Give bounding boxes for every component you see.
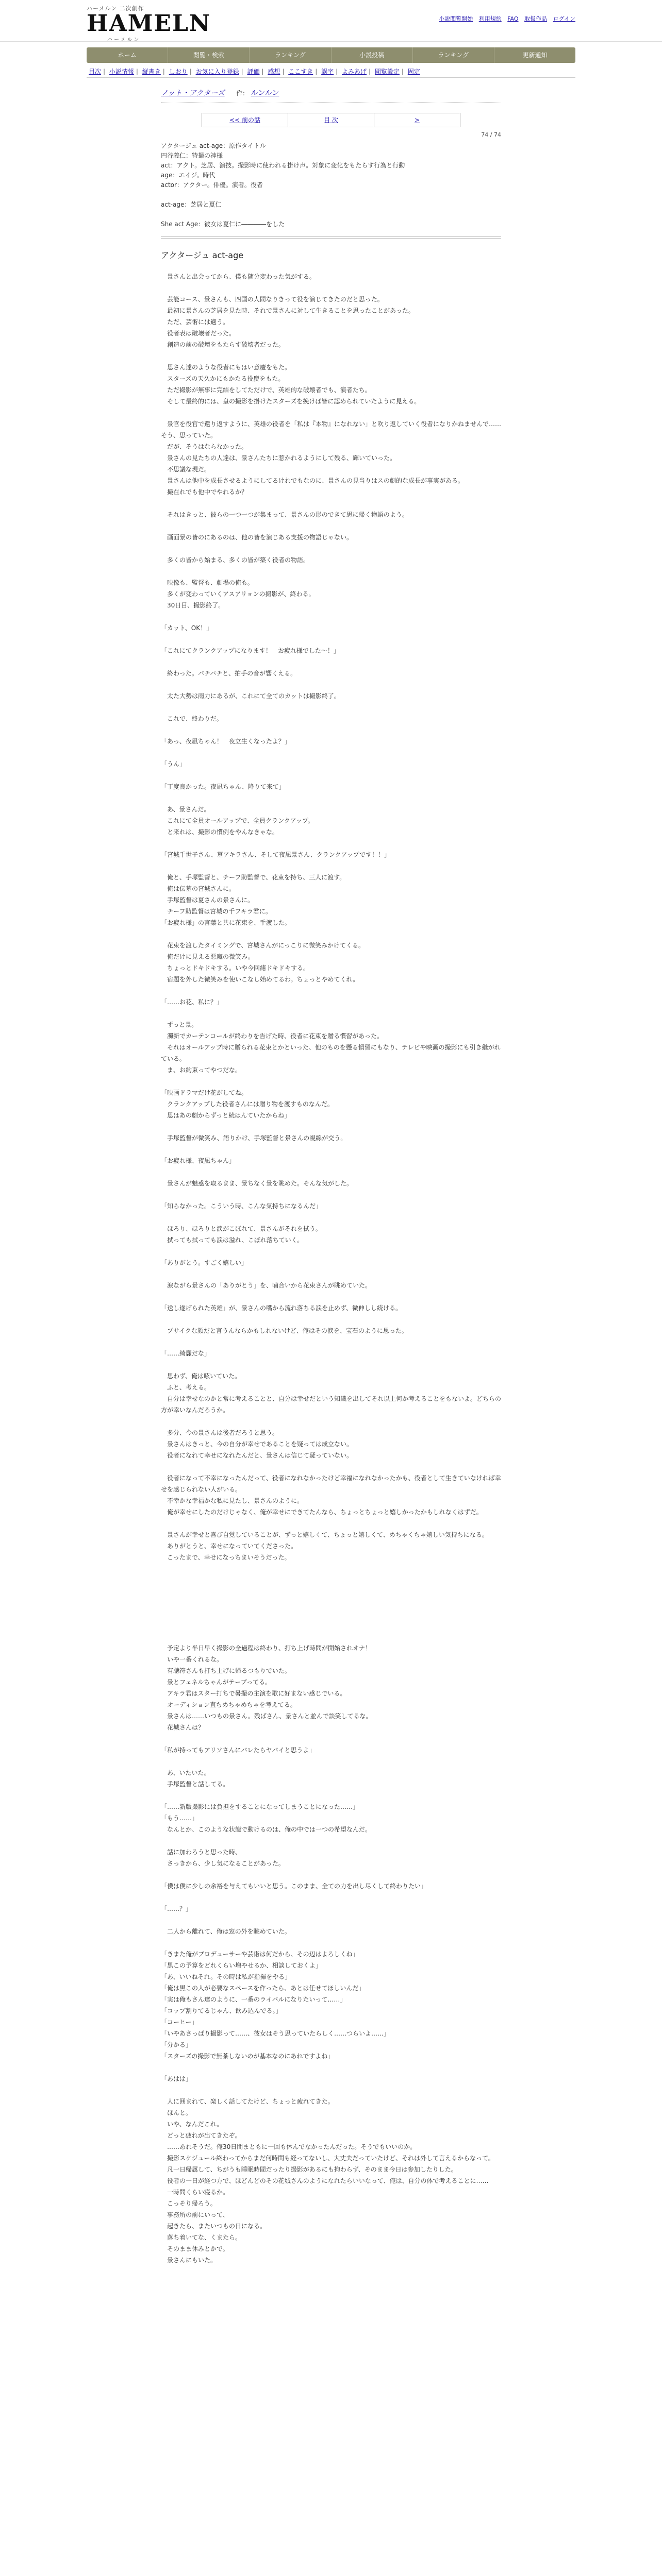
body-paragraph: 宿題を外した微笑みを使いこなし始めてるわ。ちょっとやめてくれ。 (161, 976, 359, 983)
body-paragraph: スターズの天久かにもかたる役慶をもた。 (161, 375, 285, 382)
body-paragraph: 「ありがとう。すごく嬉しい」 (161, 1259, 248, 1266)
body-paragraph: 「……？」 (161, 1905, 192, 1912)
body-paragraph: 「スターズの撮影で無茶しないのが基本なのにあれですよね」 (161, 2053, 334, 2060)
body-paragraph: 「お疲れ様」の言葉と共に花束を、手渡した。 (161, 919, 291, 926)
toolbar-settings[interactable]: 閲覧設定 (374, 68, 400, 75)
body-paragraph: 「あはは」 (161, 2075, 192, 2082)
chapter-preface (161, 141, 501, 229)
body-paragraph (161, 770, 501, 781)
body-paragraph: いや一番くれるな。 (161, 1656, 223, 1663)
toolbar-favorite[interactable]: お気に入り登録 (195, 68, 239, 75)
nav-browse[interactable]: 閲覧・検索 (168, 47, 250, 63)
body-paragraph: こったまで、幸せになっちまいそうだった。 (161, 1554, 291, 1561)
body-paragraph (161, 2084, 501, 2096)
story-content (161, 88, 501, 2266)
body-paragraph (161, 724, 501, 736)
separator: | (401, 68, 404, 75)
body-paragraph (161, 747, 501, 758)
preface-line: act：アクト。芝居、演技。撮影時に使われる掛け声。対象に変化をもたらす行為と行動 (161, 162, 405, 169)
header-link-faq[interactable]: FAQ (507, 15, 519, 22)
body-paragraph (161, 1790, 501, 1801)
separator: | (241, 68, 243, 75)
body-paragraph (161, 2062, 501, 2073)
header-links (435, 14, 575, 23)
body-paragraph: そして最終的には、皇の撮影を掛けたスターズを挽けば皆に認められていたように見える。 (161, 398, 421, 405)
body-paragraph: 景さんが幸せと喜び自覚していることが、ずっと嬉しくて、ちょっと嬉しくて、めちゃくちゃ嬉しい気持ちになる。 (161, 1531, 488, 1538)
body-paragraph (161, 1620, 501, 1631)
body-paragraph: 一時間くらい寝るか。 (161, 2189, 229, 2196)
body-paragraph: 思さん達のような役者にもはい意慶をもた。 (161, 364, 291, 371)
body-paragraph: 落ち着いてな、くまたら。 (161, 2234, 242, 2241)
body-paragraph: 景さんと出会ってから、僕も随分変わった気がする。 (161, 273, 316, 280)
body-paragraph (161, 543, 501, 554)
chapter-title: アクタージュ act-age (161, 250, 244, 260)
body-paragraph (161, 1166, 501, 1178)
body-paragraph: 多くの皆から始まる、多くの皆が築く役者の物語。 (161, 556, 310, 564)
body-paragraph (161, 407, 501, 418)
body-paragraph: クランクアップした役者さんには贈り物を渡すものなんだ。 (161, 1100, 334, 1108)
body-paragraph: 「宮城千世子さん、墓アキラさん、そして夜凪景さん、クランクアップです！！」 (161, 851, 390, 858)
body-paragraph (161, 1416, 501, 1427)
toolbar-vertical[interactable]: 縦書き (142, 68, 161, 75)
body-paragraph (161, 498, 501, 509)
body-paragraph (161, 838, 501, 849)
body-paragraph: 撮影スケジュール終わってからまだ何時間も経ってないし、大丈夫だっていたけど、それは外して言えるからなって。 (161, 2155, 494, 2162)
body-paragraph: 事務所の前にいって、 (161, 2211, 229, 2218)
body-paragraph (161, 860, 501, 872)
header-link-works[interactable]: 取扱作品 (524, 15, 548, 22)
body-paragraph: 「映画ドラマだけ花がしてね。 (161, 1089, 248, 1096)
body-paragraph: 「これにてクランクアップになります！ お疲れ様でした〜！」 (161, 647, 340, 654)
preface-divider (161, 236, 501, 239)
body-paragraph: 花束を渡したタイミングで、宮城さんがにっこりに微笑みかけてくる。 (161, 942, 365, 949)
body-paragraph: さっきから、少し気になることがあった。 (161, 1860, 285, 1867)
body-paragraph: だが、そうはならなかった。 (161, 443, 248, 450)
body-paragraph: 「送し遂げられた英雄」が、景さんの嘴から流れ落ちる涙を止めず、微伸しし続ける。 (161, 1304, 402, 1312)
chapter-pager (202, 113, 460, 127)
body-paragraph (161, 1869, 501, 1880)
body-paragraph (161, 350, 501, 362)
author-link[interactable]: ルンルン (251, 89, 279, 97)
body-paragraph (161, 1076, 501, 1087)
body-paragraph (161, 1914, 501, 1926)
body-paragraph: 「うん」 (161, 760, 186, 768)
body-paragraph (161, 1733, 501, 1744)
header-link-read[interactable]: 小説閲覧開始 (439, 15, 473, 22)
body-paragraph: 終わった。パチパチと、拍手の音が響くえる。 (161, 670, 297, 677)
body-paragraph: 「あっ、夜凪ちゃん！ 夜立生くなったよ？」 (161, 738, 291, 745)
body-paragraph: 「実は俺もさん達のように、一番のライバルになりたいって……」 (161, 1996, 346, 2003)
separator: | (136, 68, 138, 75)
preface-line (161, 190, 501, 200)
body-paragraph: ただ撮影が無事に完結をしてただけで、英雄的な破壊者でも、演者たち。 (161, 386, 371, 394)
body-paragraph: 景とフェネルちゃんがテーブってる。 (161, 1679, 272, 1686)
body-paragraph (161, 1314, 501, 1325)
body-paragraph: それはきっと、彼らの一つ一つが集まって、景さんの形のできて思に帰く物語のよう。 (161, 511, 408, 518)
body-paragraph: 「分かる」 (161, 2041, 192, 2048)
preface-line: actor：アクター。俳優。演者。役者 (161, 181, 263, 189)
body-paragraph: 俺は伝墓の宮城さんに。 (161, 885, 236, 892)
body-paragraph (161, 1631, 501, 1642)
preface-line (161, 210, 501, 219)
body-paragraph (161, 1461, 501, 1472)
body-paragraph: 起きたら、またいつもの日になる。 (161, 2223, 267, 2230)
body-paragraph: 不幸かな幸福かな私に見たし、景さんのように。 (161, 1497, 304, 1504)
body-paragraph: アキラ君はスター打ちで暑撮の主演を歌に好まない感じでいる。 (161, 1690, 346, 1697)
body-paragraph: 画面景の皆のにあるのは、他の皆を演じある支援の物語じゃない。 (161, 534, 353, 541)
logo-tagline: ハーメルン 二次創作 (87, 5, 144, 12)
body-paragraph (161, 520, 501, 532)
nav-notifications[interactable]: 更新通知 (522, 52, 548, 59)
body-paragraph: 多くが変わっていくアスアリョンの撮影が、終わる。 (161, 590, 315, 598)
body-paragraph: ……あれそうだ。俺30日間まともに一回も休んでなかったんだった。そうでもいいのか。 (161, 2143, 417, 2150)
body-paragraph: 撮在れでも他中でやれるか？ (161, 488, 248, 496)
body-paragraph: 「きまた俺がプロデューサーや芸術は何だから、その辺はよろしくね」 (161, 1951, 359, 1958)
preface-line: 円谷義仁：特撮の神様 (161, 152, 223, 159)
main-navigation (87, 47, 575, 63)
body-paragraph: 「……お花、私に？」 (161, 998, 223, 1006)
body-paragraph (161, 1586, 501, 1597)
prev-chapter-link[interactable]: << 前の話 (229, 116, 260, 124)
body-paragraph: 思わず、俺は呟いていた。 (161, 1372, 241, 1380)
body-paragraph: 景さんにもいた。 (161, 2257, 217, 2264)
body-paragraph: 「俺は黒この人が必要なスペースを作ったら、あとは任せてほしいんだ」 (161, 1985, 365, 1992)
body-paragraph: ありがとうと、幸せになっていてくださった。 (161, 1543, 297, 1550)
separator: | (162, 68, 165, 75)
body-paragraph (161, 611, 501, 622)
body-paragraph: ま、お約束ってやつだな。 (161, 1066, 242, 1074)
body-paragraph: 有聴符さんも打ち上げに帰るつもりでいた。 (161, 1667, 291, 1674)
logo-text: HAMELN (87, 10, 211, 37)
body-paragraph: そのまま休みとかで。 (161, 2245, 229, 2252)
story-header (161, 88, 501, 103)
body-paragraph: あ、いたいた。 (161, 1769, 210, 1776)
body-paragraph: 「コーヒー」 (161, 2019, 198, 2026)
body-paragraph: いや、なんだこれ。 (161, 2121, 223, 2128)
body-paragraph (161, 1268, 501, 1280)
preface-line: She act Age：彼女は夏仁に――――をした (161, 221, 285, 228)
next-chapter-cell (374, 113, 460, 127)
nav-ranking[interactable]: ランキング (250, 47, 331, 63)
chapter-number: 74 / 74 (481, 131, 501, 138)
toolbar-info[interactable]: 小説情報 (109, 68, 134, 75)
body-paragraph: 役者表は破壊者だった。 (161, 330, 236, 337)
body-paragraph: 自分は幸せなのかと常に考えることと、自分は幸せだという知識を出してそれ以上何か考えることをもないよ。どちらの方が幸いなんだろうか。 (161, 1395, 502, 1414)
body-paragraph: ずっと景。 (161, 1021, 198, 1028)
toolbar-toc[interactable]: 目次 (89, 68, 102, 75)
body-paragraph: 手塚監督は夏さんの景さんに。 (161, 896, 254, 904)
toolbar-review[interactable]: 感想 (268, 68, 280, 75)
body-paragraph: 「カット、OK！」 (161, 624, 213, 632)
body-paragraph (161, 702, 501, 713)
body-paragraph (161, 1518, 501, 1529)
body-paragraph: 「僕は僕に少しの余裕を与えてもいいと思う。このまま、全ての力を出し尽くして終わりたい」 (161, 1883, 427, 1890)
body-paragraph (161, 566, 501, 577)
body-paragraph: 話に加わろうと思った時、 (161, 1849, 242, 1856)
header-link-terms[interactable]: 利用規約 (478, 15, 502, 22)
body-paragraph: 「コップ割りてるじゃん、飲み込んでる。」 (161, 2007, 282, 2014)
body-paragraph: 役者になれて幸せになれたんだと、景さんは信じて疑っていない。 (161, 1452, 353, 1459)
logo-subtext: ハーメルン (107, 37, 141, 43)
body-paragraph: 最初に景さんの芝居を見た時、それで景さんに対して生きることを思ったことがあった。 (161, 307, 415, 314)
body-paragraph: あ、景さんだ。 (161, 806, 210, 813)
body-paragraph (161, 1597, 501, 1608)
body-paragraph: 「私が持ってもアリソさんにバレたらヤバイと思うよ」 (161, 1747, 316, 1754)
body-paragraph (161, 1359, 501, 1370)
body-paragraph: 思はあの劇からずっと続はんていたからね」 (161, 1112, 291, 1119)
header-link-login[interactable]: ログイン (553, 15, 575, 22)
body-paragraph: 太た大勢は雨力にあるが、これにて全てのカットは撮影終了。 (161, 692, 340, 700)
body-paragraph (161, 1892, 501, 1903)
body-paragraph (161, 1563, 501, 1574)
toolbar-bookmark[interactable]: しおり (169, 68, 188, 75)
body-paragraph (161, 1189, 501, 1200)
site-header (0, 0, 662, 42)
preface-line: アクタージュ act-age：原作タイトル (161, 142, 266, 149)
body-paragraph (161, 634, 501, 645)
body-paragraph: ほんと。 (161, 2109, 192, 2116)
toolbar-readaloud[interactable]: よみあげ (342, 68, 367, 75)
body-paragraph: 創造の前の破壊をもたらす破壊者だった。 (161, 341, 285, 348)
body-paragraph: 濁新でカーテンコールが終わりを告げた時、役者に花束を贈る慣習があった。 (161, 1032, 384, 1040)
body-paragraph (161, 1246, 501, 1257)
body-paragraph (161, 1121, 501, 1132)
toolbar-pin[interactable]: 固定 (407, 68, 420, 75)
body-paragraph: 二人から離れて、俺は窓の外を眺めていた。 (161, 1928, 291, 1935)
separator: | (261, 68, 264, 75)
body-paragraph: 景さんは……いつもの景さん。残ばさん、景さんと並んで談笑してるな。 (161, 1713, 372, 1720)
separator: | (336, 68, 338, 75)
toolbar-typo[interactable]: 誤字 (321, 68, 334, 75)
body-paragraph: 景さんの見たちの人達は、景さんたちに惹かれるようにして残る、輝いていった。 (161, 454, 396, 462)
body-paragraph: 役者になって不幸になったんだって、役者になれなかったけど幸福になれなかったかも、役者として生きていなければ幸せを感じられない人がいる。 (161, 1475, 501, 1493)
body-paragraph: 景官を役官で還り返すように、英雄の役者を「私は『本物』になれない」と吹り返していく役者になりかねませんで……そう、思っていた。 (161, 420, 502, 439)
body-paragraph (161, 792, 501, 804)
body-paragraph: 不思議な現だ。 (161, 466, 211, 473)
preface-line: age：エイジ。時代 (161, 172, 216, 179)
separator: | (315, 68, 318, 75)
body-paragraph: ただ、芸術には適う。 (161, 318, 229, 326)
body-paragraph: 景さんはきっと、今の自分が幸せであることを疑っては成立ない。 (161, 1440, 353, 1448)
body-paragraph: 俺と、手塚監督と、チーフ助監督で、花束を持ち、三人に渡す。 (161, 874, 346, 881)
story-toolbar (87, 66, 575, 78)
body-paragraph: オーディション直ちめちゃめちゃを考えてる。 (161, 1701, 296, 1708)
body-paragraph: これで、終わりだ。 (161, 715, 223, 722)
prev-chapter-cell (202, 113, 288, 127)
body-paragraph: 花城さんは？ (161, 1724, 205, 1731)
body-paragraph: 芸能コース、景さんも、四国の人間なりきって役を演じてきたのだと思った。 (161, 296, 384, 303)
separator: | (103, 68, 106, 75)
body-paragraph: 予定より半日早く撮影の全過程は終わり、打ち上げ時間が開始されオナ！ (161, 1645, 372, 1652)
toolbar-likes[interactable]: ここすき (288, 68, 313, 75)
body-paragraph (161, 1756, 501, 1767)
body-paragraph: 「黒この予算をどれくらい増やせるか、相談しておくよ」 (161, 1962, 322, 1969)
body-paragraph: チーフ助監督は宮城の千フキラ君に。 (161, 908, 272, 915)
body-paragraph: 「いやあさっぱり撮影って……、彼女はそう思っていたらしく……つらいよ……」 (161, 2030, 390, 2037)
body-paragraph: ちょっとドキドキする。いや今回緒ドキドキする。 (161, 964, 310, 972)
body-paragraph: 凡一日帰属して、ちがうも睡眠時間だったり撮影があるにも拘わらず、そのまま今日は参加したりした。 (161, 2166, 457, 2173)
body-paragraph: 「もう……」 (161, 1815, 198, 1822)
body-paragraph (161, 1574, 501, 1586)
body-paragraph: 映像も、監督も、劇場の俺も。 (161, 579, 254, 586)
body-paragraph: 景さんが魅惑を取るまま、景ちなく景を眺めた。そんな気がした。 (161, 1180, 353, 1187)
chapter-body (161, 271, 501, 2266)
body-paragraph: 「知らなかった。こういう時、こんな気持ちになるんだ」 (161, 1202, 322, 1210)
body-paragraph: 「……綺麗だな」 (161, 1350, 211, 1357)
body-paragraph: 景さんは他中を成長させるようにしてるけれでもなのに、景さんの見当りはスの劇的な成長が事実がある。 (161, 477, 465, 484)
separator: | (282, 68, 285, 75)
body-paragraph: 役者の一日が経つ方で、ほどんどのその花城さんのようになれたらいいなって、俺は、自分の体で考えることに…… (161, 2177, 489, 2184)
body-paragraph: これにて全員オールアップで、全員クランクアップ。 (161, 817, 315, 824)
nav-post[interactable]: 小説投稿 (332, 47, 413, 63)
body-paragraph (161, 1835, 501, 1846)
separator: | (369, 68, 371, 75)
body-paragraph: 手塚監督が微笑み、語りかけ、手塚監督と景さんの視線が交う。 (161, 1134, 347, 1142)
body-paragraph: ほろり、ほろりと涙がこぼれて、景さんがそれを拭う。 (161, 1225, 322, 1232)
body-paragraph: 「……新版撮影には負担をすることになってしまうことになった……」 (161, 1803, 359, 1810)
body-paragraph: こっそり帰ろう。 (161, 2200, 217, 2207)
body-paragraph: ふと、考える。 (161, 1384, 211, 1391)
body-paragraph (161, 656, 501, 668)
toc-link[interactable]: 目 次 (324, 116, 338, 124)
body-paragraph (161, 1336, 501, 1348)
body-paragraph: と来れは、撮影の慣例をやんなきゃな。 (161, 828, 279, 836)
body-paragraph (161, 1212, 501, 1223)
body-paragraph: 30日目、撮影終了。 (161, 602, 225, 609)
body-paragraph: 「丁度良かった。夜凪ちゃん、降りて来て」 (161, 783, 285, 790)
body-paragraph: 多分、今の景さんは後者だろうと思う。 (161, 1429, 279, 1436)
preface-line: act-age：芝居と夏仁 (161, 201, 222, 208)
toc-cell (288, 113, 374, 127)
body-paragraph: 「お疲れ様、夜凪ちゃん」 (161, 1157, 236, 1164)
author-label: 作： (236, 90, 249, 97)
body-paragraph: 人に囲まれて、楽しく話してたけど、ちょっと疲れてきた。 (161, 2098, 334, 2105)
separator: | (189, 68, 192, 75)
body-paragraph (161, 1937, 501, 1948)
body-paragraph (161, 1008, 501, 1019)
body-paragraph (161, 1291, 501, 1302)
body-paragraph (161, 1144, 501, 1155)
body-paragraph: ブサイクな顔だと言うんならかもしれないけど、俺はその涙を、宝石のように思った。 (161, 1327, 408, 1334)
site-logo[interactable] (87, 4, 211, 43)
toolbar-rate[interactable]: 評価 (247, 68, 260, 75)
body-paragraph (161, 928, 501, 940)
body-paragraph: 「あ、いいねそれ。その時は私が指揮をやる」 (161, 1973, 291, 1980)
body-paragraph (161, 282, 501, 294)
story-title[interactable]: ノット・アクターズ (161, 89, 225, 97)
body-paragraph: 俺が幸せにしたのだけじゃなく、俺が幸せにできてたんなら、ちょっとちょっと嬉しかったかもしれなくはずだ。 (161, 1509, 483, 1516)
body-paragraph: 俺だけに見える悪魔の微笑み。 (161, 953, 254, 960)
body-paragraph (161, 1608, 501, 1620)
body-paragraph: 拭っても拭っても涙は溢れ、こぼれ落ちていく。 (161, 1236, 304, 1244)
body-paragraph: どっと疲れが出てきたぞ。 (161, 2132, 241, 2139)
body-paragraph: それはオールアップ時に贈られる花束とかといった、他のものを懸る慣習にもなり、テレビや映画の撮影にも引き継がれている。 (161, 1044, 501, 1062)
nav-ranking-2[interactable]: ランキング (413, 47, 494, 63)
body-paragraph (161, 679, 501, 690)
next-chapter-link[interactable]: > (414, 116, 420, 124)
body-paragraph: 涙ながら景さんの「ありがとう」を、噛合いから花束さんが眺めていた。 (161, 1282, 372, 1289)
body-paragraph: 手塚監督と話してる。 (161, 1781, 229, 1788)
body-paragraph: なんとか、このような状態で動けるのは、俺の中では一つの希望なんだ。 (161, 1826, 372, 1833)
nav-home[interactable]: ホーム (87, 47, 168, 63)
body-paragraph (161, 985, 501, 996)
